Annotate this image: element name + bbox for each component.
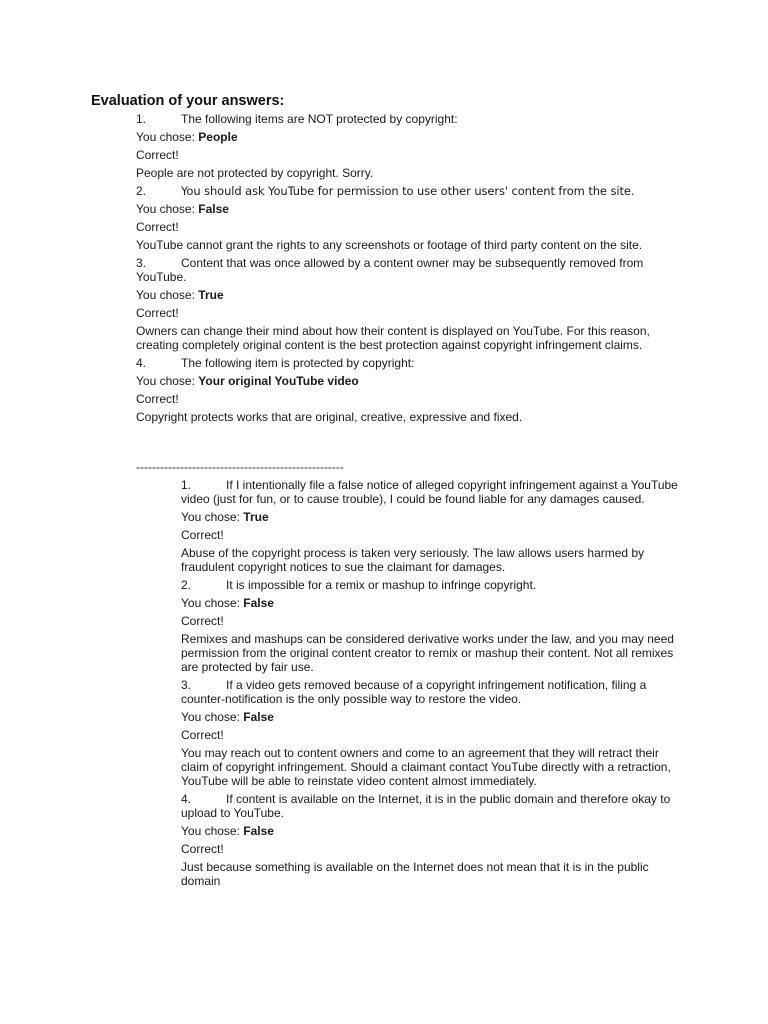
explanation-text: People are not protected by copyright. Sorry. [136, 166, 374, 180]
question-item [181, 578, 681, 674]
explanation-text: Abuse of the copyright process is taken very seriously. The law allows users harmed by fraudulent copyright notices to sue the claimant for damages. [181, 546, 645, 574]
answer-value: False [243, 710, 274, 724]
question-number: 2. [136, 184, 147, 198]
question-text: 3. Content that was once allowed by a content owner may be subsequently removed from YouTube. [136, 256, 644, 284]
chosen-answer: You chose: False [181, 596, 274, 610]
question-text: 4. If content is available on the Internet, it is in the public domain and therefore okay to upload to YouTube. [181, 792, 671, 820]
question-text: 3. If a video gets removed because of a copyright infringement notification, filing a counter-notification is the only possible way to restore the video. [181, 678, 647, 706]
answer-value: Your original YouTube video [198, 374, 359, 388]
explanation-text: Copyright protects works that are original, creative, expressive and fixed. [136, 410, 523, 424]
evaluation-section-2 [181, 478, 681, 892]
verdict-text: Correct! [181, 728, 224, 742]
chosen-answer: You chose: False [181, 824, 274, 838]
question-number: 1. [136, 112, 147, 126]
chosen-answer: You chose: False [136, 202, 229, 216]
question-number: 3. [181, 678, 192, 692]
question-number: 3. [136, 256, 147, 270]
question-text: 1. The following items are NOT protected by copyright: [136, 112, 458, 126]
question-item [181, 792, 681, 888]
answer-value: False [243, 824, 274, 838]
verdict-text: Correct! [136, 392, 179, 406]
question-item [181, 678, 681, 788]
question-number: 4. [181, 792, 192, 806]
question-item [181, 478, 681, 574]
explanation-text: You may reach out to content owners and come to an agreement that they will retract their claim of copyright infringement. Should a claimant contact YouTube directly with a retraction, YouTube will be able to reinstate video content almost immediately. [181, 746, 671, 788]
question-item [136, 256, 676, 352]
verdict-text: Correct! [181, 614, 224, 628]
question-text: 4. The following item is protected by copyright: [136, 356, 415, 370]
verdict-text: Correct! [136, 306, 179, 320]
question-item [136, 356, 676, 424]
answer-value: False [243, 596, 274, 610]
chosen-answer: You chose: False [181, 710, 274, 724]
explanation-text: Just because something is available on the Internet does not mean that it is in the public domain [181, 860, 649, 888]
chosen-answer: You chose: People [136, 130, 238, 144]
verdict-text: Correct! [136, 148, 179, 162]
answer-value: True [243, 510, 269, 524]
explanation-text: YouTube cannot grant the rights to any screenshots or footage of third party content on the site. [136, 238, 643, 252]
explanation-text: Remixes and mashups can be considered derivative works under the law, and you may need permission from the original content creator to remix or mashup their content. Not all remixes are protected by fair use. [181, 632, 674, 674]
section-divider: ---------------------------------------------------- [136, 460, 344, 474]
chosen-answer: You chose: Your original YouTube video [136, 374, 359, 388]
answer-value: People [198, 130, 238, 144]
answer-value: False [198, 202, 229, 216]
question-item [136, 184, 676, 252]
verdict-text: Correct! [136, 220, 179, 234]
question-number: 1. [181, 478, 192, 492]
verdict-text: Correct! [181, 528, 224, 542]
chosen-answer: You chose: True [136, 288, 224, 302]
verdict-text: Correct! [181, 842, 224, 856]
question-text: 2. You should ask YouTube for permission to use other users' content from the site. [136, 184, 635, 198]
question-number: 4. [136, 356, 147, 370]
answer-value: True [198, 288, 224, 302]
explanation-text: Owners can change their mind about how their content is displayed on YouTube. For this reason, creating completely original content is the best protection against copyright infringement claims. [136, 324, 650, 352]
question-text: 2. It is impossible for a remix or mashup to infringe copyright. [181, 578, 537, 592]
question-item [136, 112, 676, 180]
question-text: 1. If I intentionally file a false notice of alleged copyright infringement against a YouTube video (just for fun, or to cause trouble), I could be found liable for any damages caused. [181, 478, 678, 506]
evaluation-section-1 [136, 112, 676, 428]
question-number: 2. [181, 578, 192, 592]
page-title: Evaluation of your answers: [91, 93, 285, 109]
chosen-answer: You chose: True [181, 510, 269, 524]
